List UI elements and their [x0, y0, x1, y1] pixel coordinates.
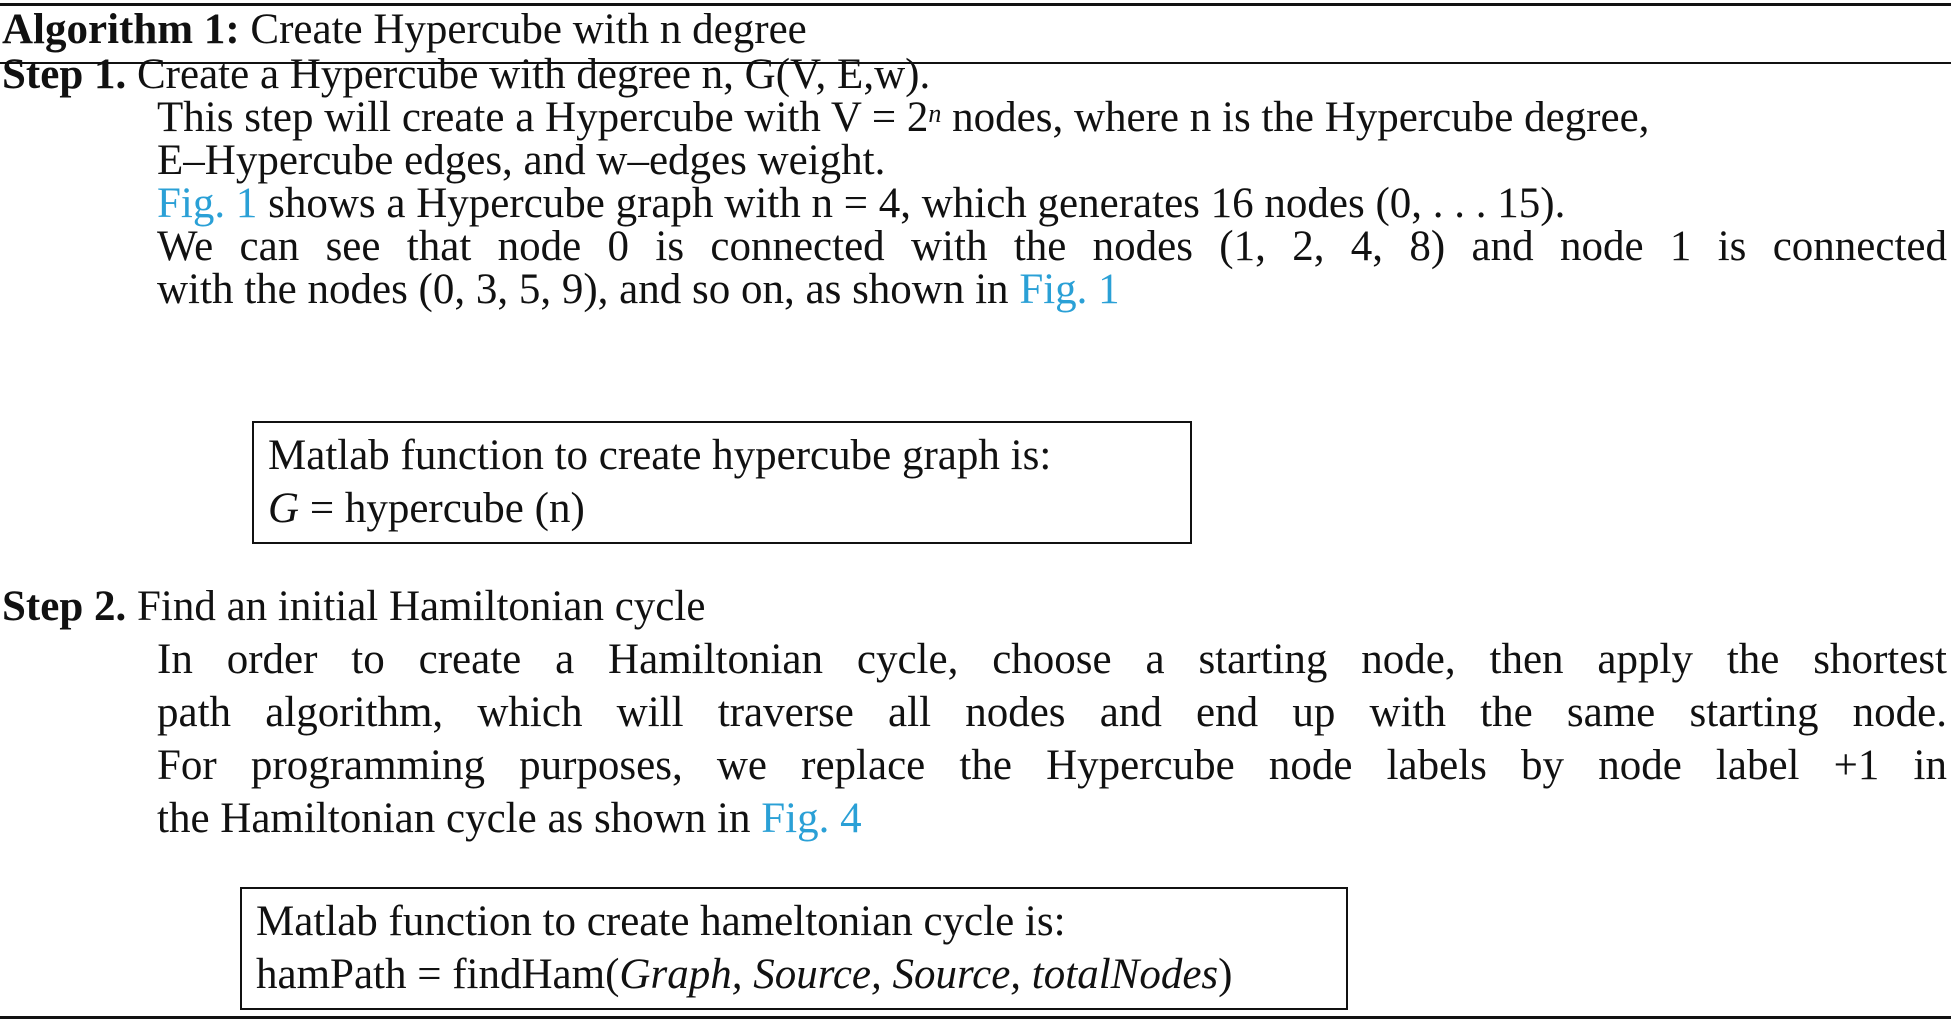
- fig1-link[interactable]: Fig. 1: [157, 180, 258, 227]
- fig1-link-2[interactable]: Fig. 1: [1019, 266, 1120, 313]
- step1-line1-superscript: n: [928, 99, 942, 128]
- step1-heading: Create a Hypercube with degree n, G(V, E,w).: [136, 51, 931, 98]
- step2-code-box: [240, 887, 1348, 1010]
- step1-code-box: [252, 421, 1192, 544]
- step1-code-call: = hypercube (n): [299, 485, 585, 532]
- step1-code-line2: [268, 482, 585, 536]
- step2-heading-line: [2, 580, 705, 634]
- algorithm-label: Algorithm 1:: [2, 6, 240, 53]
- step2-line1: In order to create a Hamiltonian cycle, choose a starting node, then apply the shortest: [157, 636, 1947, 683]
- step1-line5-text: with the nodes (0, 3, 5, 9), and so on, as shown in: [157, 266, 1020, 313]
- step2-code-fn: hamPath = findHam(: [256, 951, 620, 998]
- step2-line3: For programming purposes, we replace the Hypercube node labels by node label +1 in: [157, 742, 1947, 789]
- step2-label: Step 2.: [2, 583, 127, 630]
- step2-code-close: ): [1218, 951, 1233, 998]
- step2-code-line2: [256, 948, 1232, 1002]
- step1-line2: E–Hypercube edges, and w–edges weight.: [157, 137, 886, 184]
- step2-line4-text: the Hamiltonian cycle as shown in: [157, 795, 762, 842]
- algorithm-title: Create Hypercube with n degree: [250, 6, 807, 53]
- step1-label: Step 1.: [2, 51, 127, 98]
- step1-code-line1: Matlab function to create hypercube graph is:: [268, 432, 1052, 479]
- step1-code-var: G: [268, 485, 300, 532]
- step1-line3-text: shows a Hypercube graph with n = 4, which generates 16 nodes (0, . . . 15).: [257, 180, 1566, 227]
- bottom-rule: [0, 1016, 1951, 1019]
- step1-line4: We can see that node 0 is connected with the nodes (1, 2, 4, 8) and node 1 is connected: [157, 223, 1947, 270]
- step1-line5: [157, 263, 1120, 317]
- step1-line1-text-a: This step will create a Hypercube with V = 2: [157, 94, 929, 141]
- fig4-link[interactable]: Fig. 4: [761, 795, 862, 842]
- step2-line4: [157, 792, 862, 846]
- step2-code-line1: Matlab function to create hameltonian cycle is:: [256, 898, 1066, 945]
- step2-code-args: Graph, Source, Source, totalNodes: [619, 951, 1219, 998]
- step2-line2: path algorithm, which will traverse all nodes and end up with the same starting node.: [157, 689, 1947, 736]
- step2-heading: Find an initial Hamiltonian cycle: [136, 583, 706, 630]
- step1-line1-text-b: nodes, where n is the Hypercube degree,: [941, 94, 1650, 141]
